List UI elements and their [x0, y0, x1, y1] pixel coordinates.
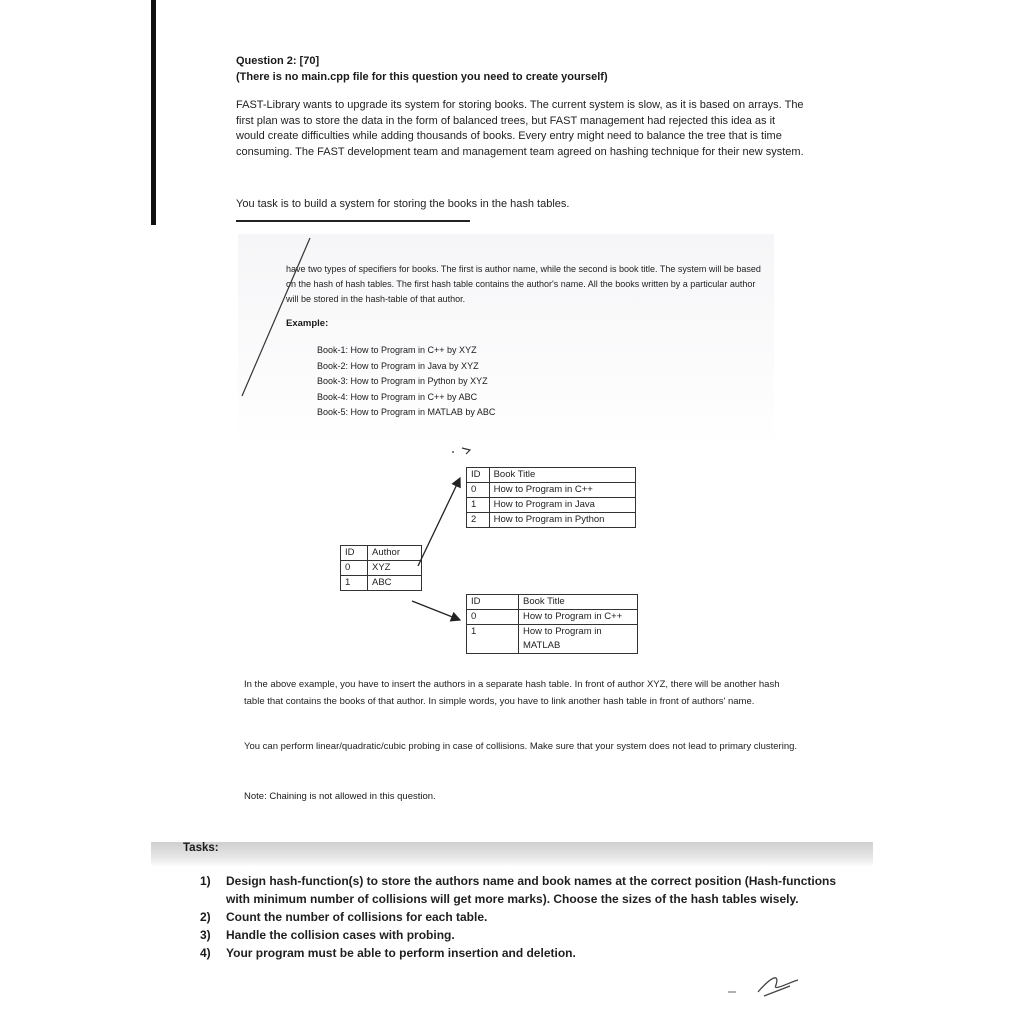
list-item: Book-3: How to Program in Python by XYZ — [317, 376, 488, 386]
header-cell: Book Title — [519, 595, 638, 610]
table-cell: How to Program in C++ — [489, 483, 635, 498]
example-label: Example: — [286, 318, 329, 329]
table-cell: 1 — [467, 498, 490, 513]
list-item: Book-2: How to Program in Java by XYZ — [317, 360, 479, 371]
header-cell: Author — [368, 546, 422, 561]
table-cell: 1 — [341, 576, 368, 591]
header-cell: Book Title — [489, 468, 635, 483]
task-text: Handle the collision cases with probing. — [226, 928, 455, 942]
list-item: Book-4: How to Program in C++ by ABC — [317, 391, 478, 402]
table-cell: How to Program in MATLAB — [519, 625, 638, 654]
table-cell: 0 — [467, 483, 490, 498]
task-number: 1) — [200, 874, 211, 888]
table-cell: 0 — [341, 561, 368, 576]
note-line: Note: Chaining is not allowed in this question. — [244, 791, 436, 802]
intro-paragraph: FAST-Library wants to upgrade its system for storing books. The current system is slow, as it is based on arrays. The first plan was to store the data in the form of balanced trees, but FAST management had rejected this idea as it would create difficulties while adding thousands of books. Every entry might need to balance the tree that is time consuming. The FAST development team and management team agreed on hashing technique for their new system. — [236, 99, 804, 158]
task-text: Your program must be able to perform insertion and deletion. — [226, 946, 576, 960]
list-item — [200, 926, 845, 944]
task-text: Design hash-function(s) to store the authors name and book names at the correct position (Hash-functions with minimum number of collisions will get more marks). Choose the sizes of the hash tables wisely. — [226, 874, 837, 906]
list-item — [200, 872, 845, 908]
task-number: 4) — [200, 946, 211, 960]
list-item: Book-1: How to Program in C++ by XYZ — [317, 345, 477, 355]
table-cell: 2 — [467, 513, 490, 528]
signature-mark — [758, 978, 798, 996]
header-cell: ID — [341, 546, 368, 561]
small-pen-mark — [452, 448, 470, 454]
task-line: You task is to build a system for storing the books in the hash tables. — [236, 198, 570, 210]
tasks-label: Tasks: — [183, 842, 219, 854]
table-cell: 0 — [467, 610, 519, 625]
header-cell: ID — [467, 468, 490, 483]
list-item — [200, 944, 845, 962]
table-cell: XYZ — [368, 561, 422, 576]
tasks-shadow-band — [151, 842, 873, 867]
question-title: Question 2: [70] — [236, 55, 320, 67]
table-cell: 1 — [467, 625, 519, 654]
list-item: Book-5: How to Program in MATLAB by ABC — [317, 407, 496, 417]
header-cell: ID — [467, 595, 519, 610]
table-cell: How to Program in C++ — [519, 610, 638, 625]
task-number: 2) — [200, 910, 211, 924]
table-cell: How to Program in Java — [489, 498, 635, 513]
table-cell: How to Program in Python — [489, 513, 635, 528]
arrow-to-xyz-table — [418, 478, 460, 566]
task-text: Count the number of collisions for each table. — [226, 910, 488, 924]
list-item — [200, 908, 845, 926]
explanation-paragraph-2: You can perform linear/quadratic/cubic probing in case of collisions. Make sure that your system does not lead to primary clustering. — [244, 741, 798, 752]
margin-pen-stroke — [242, 238, 310, 396]
question-subtitle: (There is no main.cpp file for this question you need to create yourself) — [236, 71, 608, 83]
table-cell: ABC — [368, 576, 422, 591]
task-number: 3) — [200, 928, 211, 942]
tasks-list — [200, 872, 845, 962]
arrow-to-abc-table — [412, 601, 460, 620]
explanation-paragraph-1: In the above example, you have to insert the authors in a separate hash table. In front of author XYZ, there will be another hash table that contains the books of that author. In simple words, you have to link another hash table in front of authors' name. — [244, 679, 780, 707]
specifiers-paragraph: have two types of specifiers for books. The first is author name, while the second is book title. The system will be based on the hash of hash tables. The first hash table contains the author's name. All the books written by a particular author will be stored in the hash-table of that author. — [286, 264, 761, 304]
